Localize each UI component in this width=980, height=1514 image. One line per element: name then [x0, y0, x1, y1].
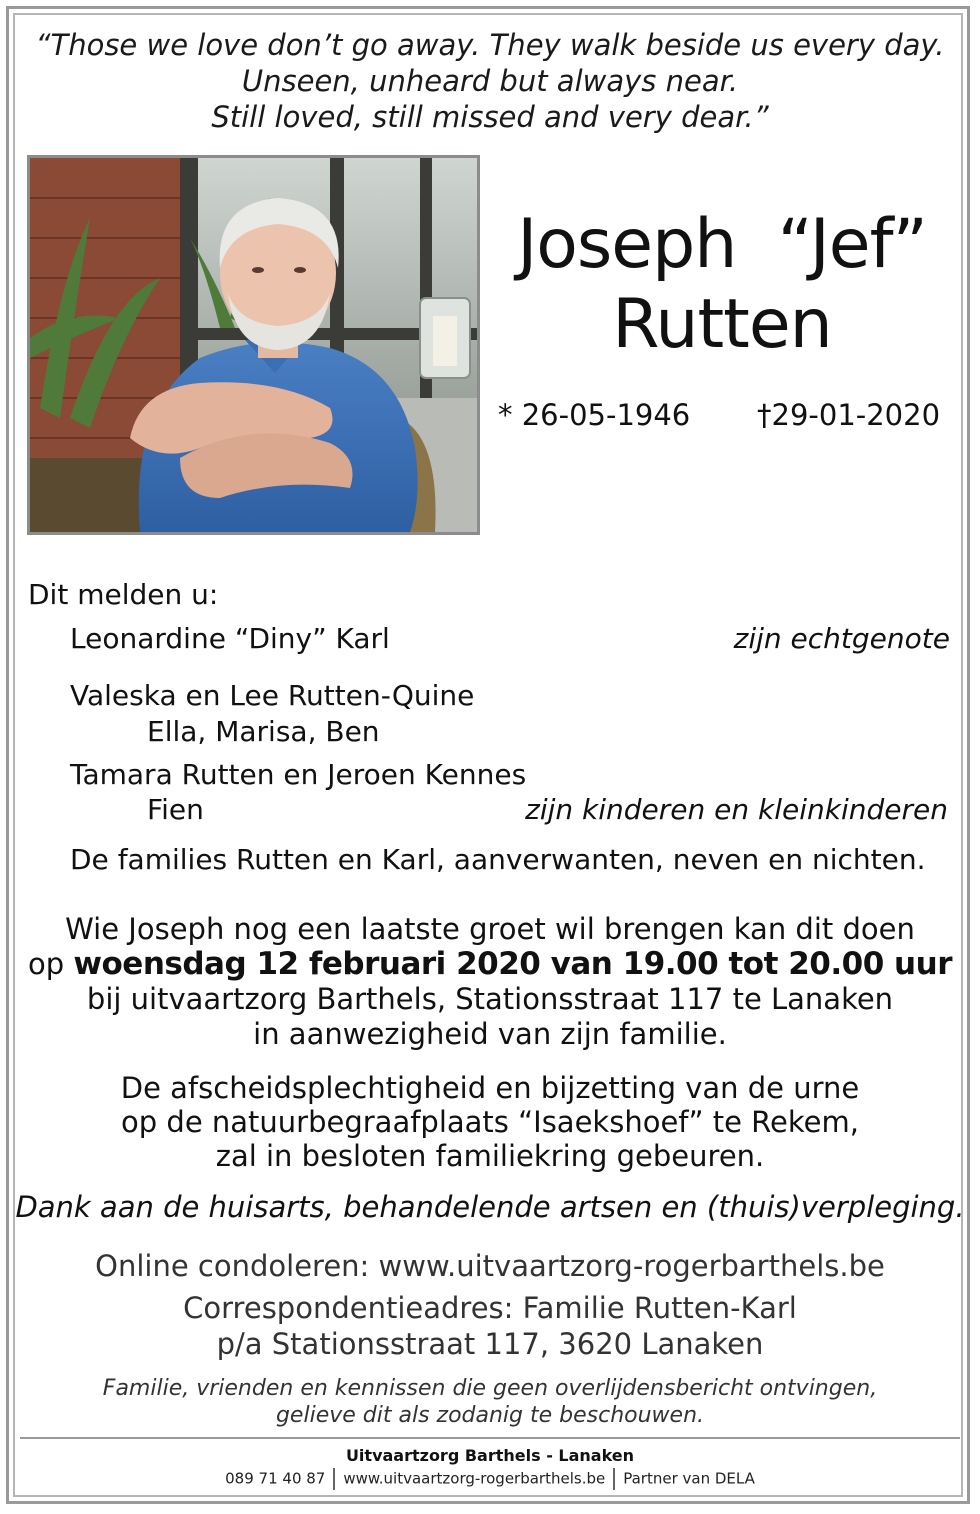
visitation-line-3: bij uitvaartzorg Barthels, Stationsstraat 117 te Lanaken [86, 982, 894, 1016]
footer-website: www.uitvaartzorg-rogerbarthels.be [343, 1469, 606, 1488]
spouse-role: zijn echtgenote [733, 622, 950, 655]
footer-info [0, 1468, 980, 1490]
visitation-line-4: in aanwezigheid van zijn familie. [253, 1017, 727, 1051]
correspondence-address-2: p/a Stationsstraat 117, 3620 Lanaken [216, 1327, 764, 1361]
portrait-photo [27, 155, 480, 535]
contact [0, 1248, 980, 1362]
grandchildren-1: Ella, Marisa, Ben [147, 715, 380, 748]
quote-line-2: Unseen, unheard but always near. [241, 64, 739, 98]
name-line-2: Rutten [612, 285, 832, 364]
visitation-line-2 [0, 947, 980, 982]
birth-date: * 26-05-1946 [498, 398, 691, 432]
footer-phone: 089 71 40 87 [225, 1469, 326, 1488]
footer-divider [20, 1437, 960, 1439]
grandchildren-2: Fien [147, 793, 204, 826]
footer-separator [333, 1468, 335, 1490]
visitation-date-time: woensdag 12 februari 2020 van 19.00 tot 20.00 uur [73, 946, 952, 982]
quote [0, 27, 980, 135]
visitation [0, 912, 980, 1052]
note-line-1: Familie, vrienden en kennissen die geen overlijdensbericht ontvingen, [102, 1376, 878, 1401]
notice-note [0, 1375, 980, 1429]
family-intro: Dit melden u: [28, 578, 219, 611]
note-line-2: gelieve dit als zodanig te beschouwen. [275, 1403, 705, 1428]
name-line-1: Joseph “Jef” [517, 205, 927, 284]
footer-partner: Partner van DELA [623, 1469, 755, 1488]
spouse-name: Leonardine “Diny” Karl [70, 622, 390, 655]
child-2: Tamara Rutten en Jeroen Kennes [70, 758, 527, 791]
ceremony [0, 1071, 980, 1173]
portrait-illustration [30, 158, 477, 532]
ceremony-line-2: op de natuurbegraafplaats “Isaekshoef” te Rekem, [121, 1105, 859, 1139]
children-role: zijn kinderen en kleinkinderen [525, 793, 948, 826]
ceremony-line-1: De afscheidsplechtigheid en bijzetting van de urne [120, 1071, 860, 1105]
quote-line-1: “Those we love don’t go away. They walk beside us every day. [35, 28, 945, 62]
correspondence-address-1: Correspondentieadres: Familie Rutten-Karl [183, 1291, 797, 1325]
footer-separator [613, 1468, 615, 1490]
relatives: De families Rutten en Karl, aanverwanten, neven en nichten. [70, 843, 926, 876]
quote-line-3: Still loved, still missed and very dear.” [211, 100, 769, 134]
footer-title: Uitvaartzorg Barthels - Lanaken [345, 1446, 635, 1465]
child-1: Valeska en Lee Rutten-Quine [70, 679, 475, 712]
visitation-line-1: Wie Joseph nog een laatste groet wil brengen kan dit doen [65, 912, 915, 946]
visitation-prefix: op [28, 947, 74, 981]
ceremony-line-3: zal in besloten familiekring gebeuren. [215, 1139, 765, 1173]
deceased-name [484, 205, 960, 365]
thanks: Dank aan de huisarts, behandelende artsen en (thuis)verpleging. [15, 1190, 965, 1224]
death-date: †29-01-2020 [757, 398, 941, 432]
online-condolence: Online condoleren: www.uitvaartzorg-rogerbarthels.be [95, 1249, 885, 1283]
